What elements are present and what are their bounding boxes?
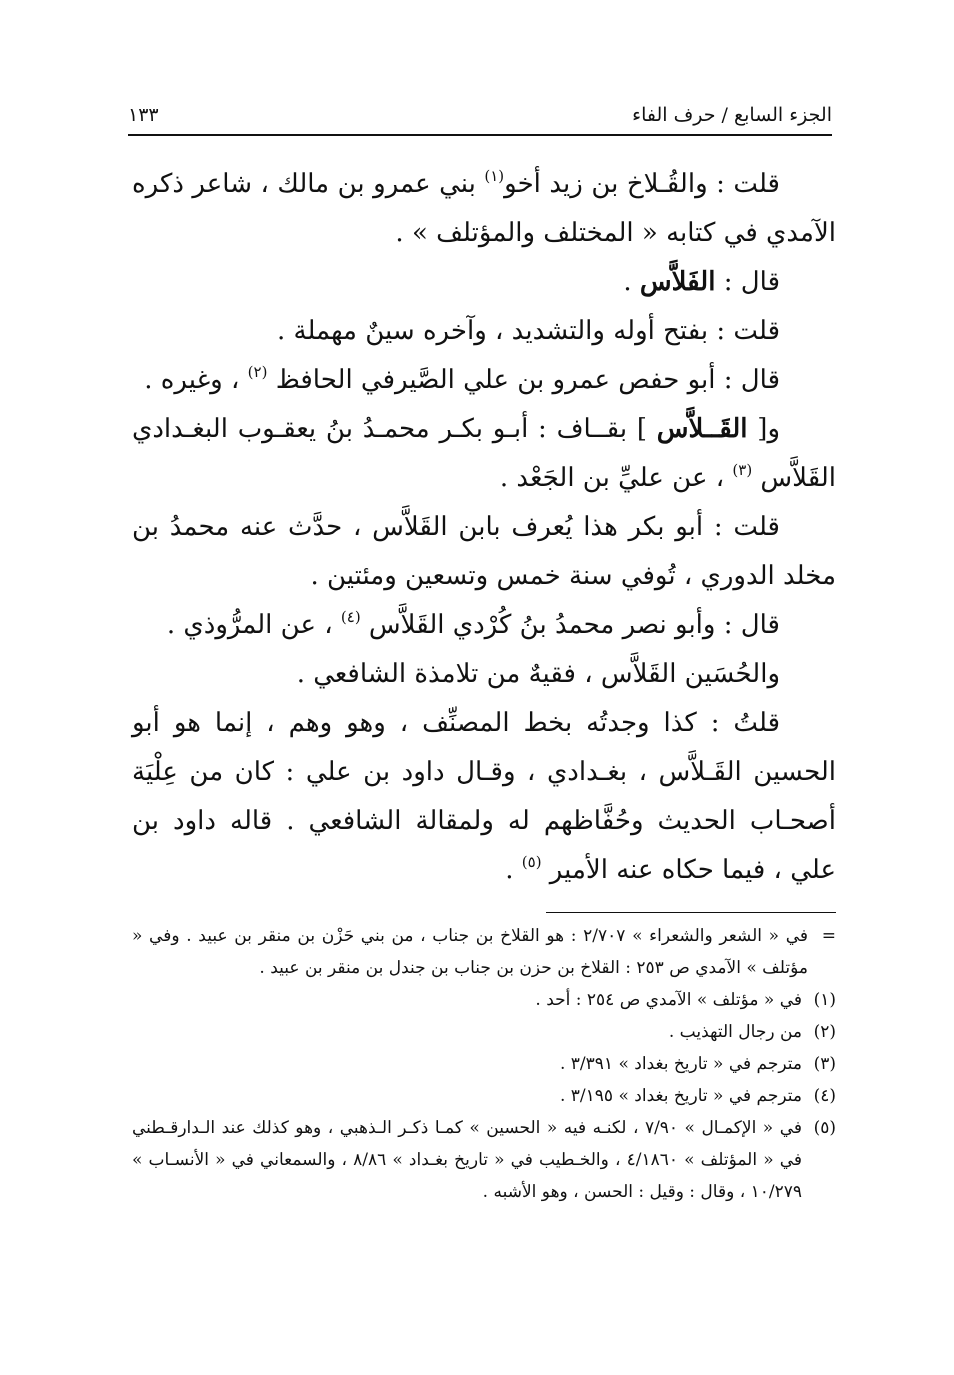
footnote-ref: (٤) [340, 608, 361, 626]
paragraph: قلت : بفتح أوله والتشديد ، وآخره سينٌ مهملة . [276, 316, 780, 346]
page-number: ١٣٣ [128, 104, 159, 126]
entry-headword: الفَلاَّس [639, 267, 716, 297]
running-title: الجزء السابع / حرف الفاء [632, 104, 832, 126]
footnote: (٤)مترجم في « تاريخ بغداد » ٣/١٩٥ . [132, 1080, 836, 1112]
paragraph: والحُسَين القَلاَّس ، فقيهٌ من تلامذة الشافعي . [296, 659, 780, 689]
footnote-number: (٤) [813, 1086, 836, 1106]
paragraph: قلت : أبو بكر هذا يُعرف بابن القَلاَّس ، حدَّث عنه محمدُ بن مخلد الدوري ، تُوفي سنة خمس وتسعين ومئتين . [132, 512, 836, 591]
footnote-ref: (٣) [732, 461, 753, 479]
paragraph: قال : الفَلاَّس . [623, 267, 780, 297]
page-header [128, 86, 832, 126]
footnotes [132, 920, 836, 1208]
footnote-divider [546, 912, 836, 913]
paragraph: قال : أبو حفص عمرو بن علي الصَّيرفي الحافظ $^{(٢)}$ ، وغيره . [144, 363, 780, 395]
footnote: (١)في « مؤتلف » الآمدي ص ٢٥٤ : أحد . [132, 984, 836, 1016]
footnote-ref: (٢) [247, 363, 268, 381]
footnote: (٣)مترجم في « تاريخ بغداد » ٣/٣٩١ . [132, 1048, 836, 1080]
footnote: (٥)في « الإكمـال » ٧/٩٠ ، لكنـه فيه « الحسين » كمـا ذكـر الـذهبي ، وهو كذلك عند الـدارقـطني في « المؤتلف » ٤/١٨٦٠ ، والخـطيب في « تاريخ بغـداد » ٨/٨٦ ، والسمعاني في « الأنسـاب » ١٠/٢٧٩ ، وقال : وقيل : الحسن ، وهو الأشبه . [132, 1112, 836, 1208]
paragraph: قلتُ : كذا وجدتُه بخط المصنِّف ، وهو وهم ، إنما هو أبو الحسين القَـلاَّس ، بغـدادي ، وقـال داود بن علي : كان من عِلْيَة أصحـاب الحديث وحُفَّاظهم له ولمقالة الشافعي . قاله داود بن علي ، فيما حكاه عنه الأمير $^{(٥)}$ . [132, 708, 836, 885]
continuation-marker: = [821, 926, 836, 946]
footnote-number: (٣) [813, 1054, 836, 1074]
footnote-continuation: = في « الشعر والشعراء » ٢/٧٠٧ : هو القلاخ بن جناب ، من بني حَزْن بن منقر بن عبيد . وفي « مؤتلف » الآمدي ص ٢٥٣ : القلاخ بن حزن بن جناب بن جندل بن منقر بن عبيد . [132, 920, 836, 984]
paragraph: قال : وأبو نصر محمدُ بنُ كُرْدي القَلاَّس $^{(٤)}$ ، عن المرُّوذي . [166, 608, 780, 640]
footnote-number: (١) [813, 990, 836, 1010]
paragraph: و[ القَــلاَّس ] بقــاف : أبـو بكـر محمـدُ بنُ يعقـوب البغـدادي القَلاَّس $^{(٣)}$ ، عن عليِّ بن الجَعْد . [132, 414, 836, 493]
main-text [132, 160, 836, 895]
header-divider [128, 134, 832, 136]
footnote-number: (٢) [813, 1022, 836, 1042]
footnote-ref: (٥) [521, 853, 542, 871]
entry-headword: القَــلاَّس [656, 414, 748, 444]
footnote: (٢)من رجال التهذيب . [132, 1016, 836, 1048]
footnote-ref: (١) [484, 167, 505, 185]
paragraph: قلت : والقُـلاخ بن زيد أخو$^{(١)}$ بني عمرو بن مالك ، شاعر ذكره الآمدي في كتابه « المختلف والمؤتلف » . [132, 167, 836, 248]
footnote-number: (٥) [813, 1118, 836, 1138]
